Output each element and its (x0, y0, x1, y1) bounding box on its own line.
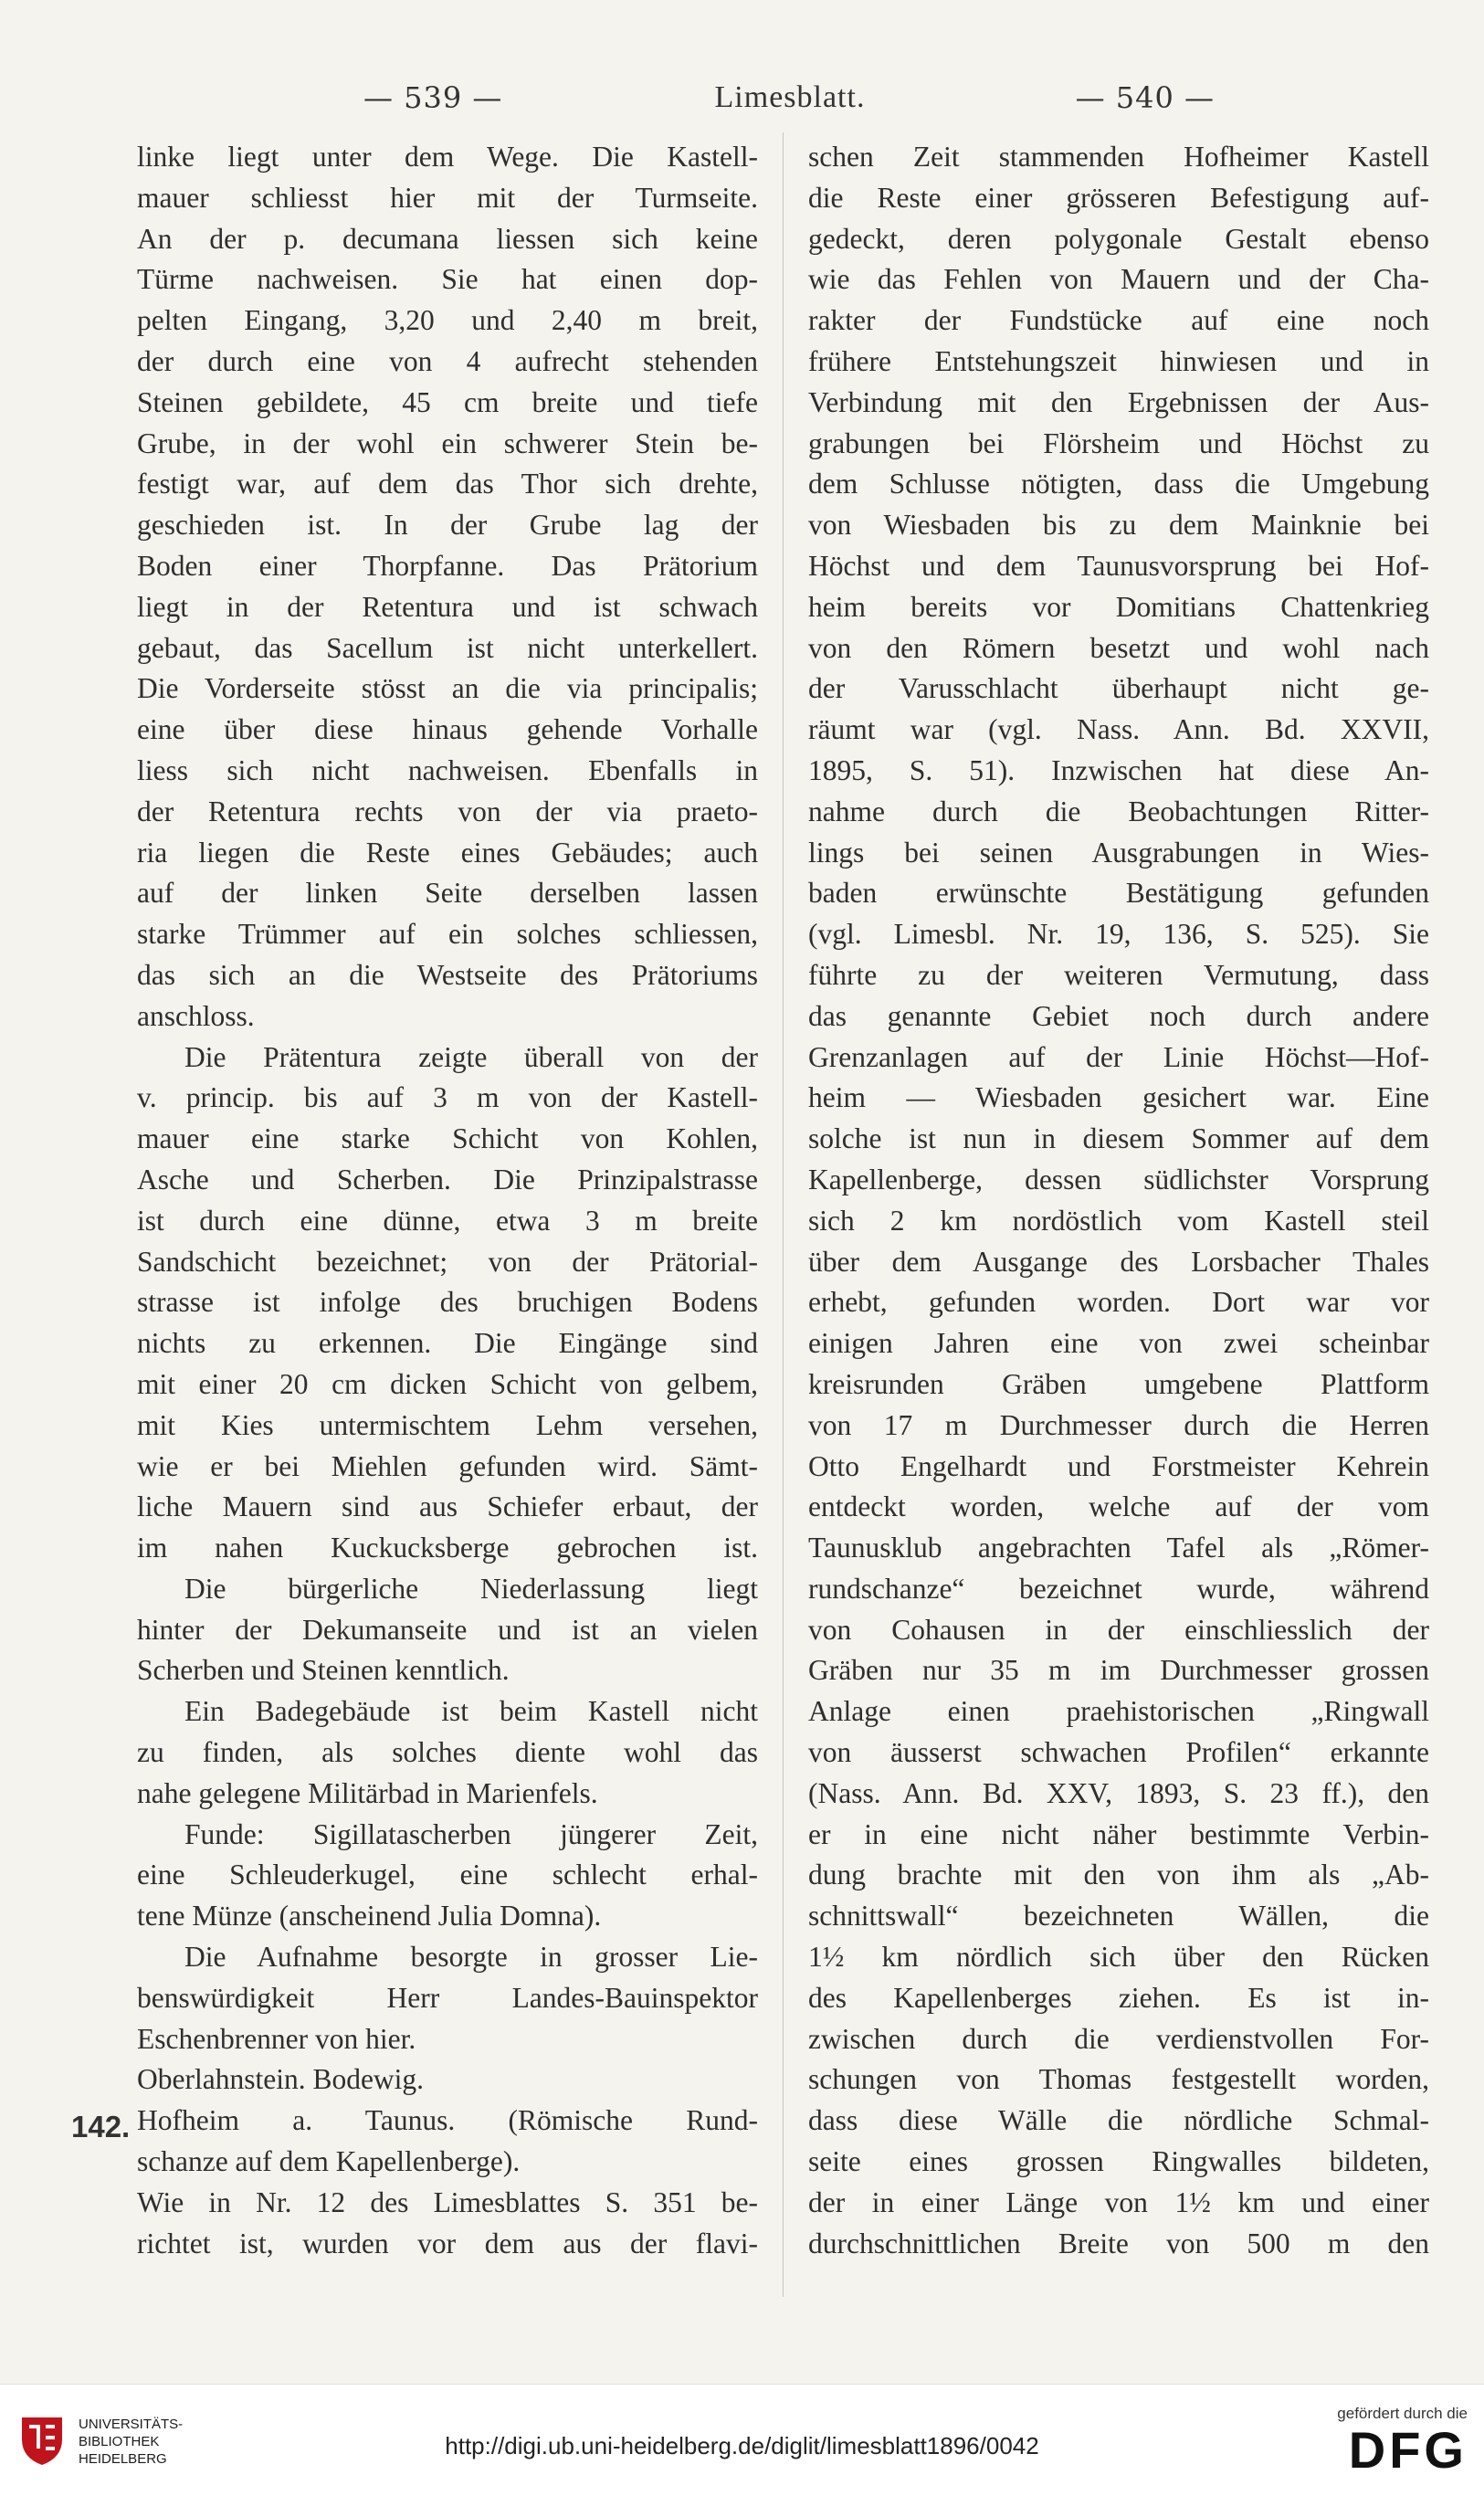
text-line: nahe gelegene Militärbad in Marienfels. (137, 1776, 598, 1809)
column-divider (783, 132, 784, 2297)
text-line: frühere Entstehungszeit hinwiesen und in (808, 344, 1429, 377)
entry-number: 142. (71, 2110, 131, 2143)
page-header (137, 73, 1443, 119)
text-line: festigt war, auf dem das Thor sich drehte, (137, 468, 758, 500)
text-line: er in eine nicht näher bestimmte Verbin- (808, 1817, 1429, 1850)
text-line: zwischen durch die verdienstvollen For- (808, 2022, 1429, 2055)
text-line: ist durch eine dünne, etwa 3 m breite (137, 1204, 758, 1237)
text-line: Ein Badegebäude ist beim Kastell nicht (184, 1695, 758, 1728)
text-line: sich 2 km nordöstlich vom Kastell steil (808, 1204, 1429, 1237)
text-line: Grube, in der wohl ein schwerer Stein be- (137, 427, 758, 459)
dfg-wordmark: DFG (1348, 2421, 1468, 2479)
text-line: pelten Eingang, 3,20 und 2,40 m breit, (137, 304, 758, 337)
text-line: rakter der Fundstücke auf eine noch (808, 304, 1429, 337)
text-line: von Wiesbaden bis zu dem Mainknie bei (808, 509, 1429, 542)
text-line: liess sich nicht nachweisen. Ebenfalls in (137, 753, 758, 786)
text-line: schanze auf dem Kapellenberge). (137, 2145, 521, 2178)
text-line: Kapellenberge, dessen südlichster Vorsprung (808, 1163, 1429, 1195)
journal-title: Limesblatt. (714, 80, 866, 114)
text-line: Wie in Nr. 12 des Limesblattes S. 351 be- (137, 2185, 758, 2218)
text-line: von Cohausen in der einschliesslich der (808, 1613, 1429, 1646)
text-line: liche Mauern sind aus Schiefer erbaut, der (137, 1490, 758, 1523)
text-line: Verbindung mit den Ergebnissen der Aus- (808, 385, 1429, 418)
text-line: nahme durch die Beobachtungen Ritter- (808, 795, 1429, 827)
text-line: von 17 m Durchmesser durch die Herren (808, 1408, 1429, 1441)
text-line: schen Zeit stammenden Hofheimer Kastell (808, 141, 1429, 173)
text-line: Boden einer Thorpfanne. Das Prätorium (137, 549, 758, 582)
text-line: von äusserst schwachen Profilen“ erkannte (808, 1736, 1429, 1769)
text-line: Die Prätentura zeigte überall von der (184, 1040, 758, 1073)
text-line: auf der linken Seite derselben lassen (137, 877, 758, 910)
text-line: der durch eine von 4 aufrecht stehenden (137, 344, 758, 377)
text-line: Türme nachweisen. Sie hat einen dop- (137, 263, 758, 296)
text-line: räumt war (vgl. Nass. Ann. Bd. XXVII, (808, 713, 1429, 746)
text-line: Die bürgerliche Niederlassung liegt (184, 1572, 758, 1605)
library-name-line: UNIVERSITÄTS- (79, 2417, 184, 2432)
text-line: der Retentura rechts von der via praeto- (137, 795, 758, 827)
text-line: das genannte Gebiet noch durch andere (808, 999, 1429, 1032)
text-line: anschloss. (137, 999, 255, 1032)
text-line: mauer schliesst hier mit der Turmseite. (137, 181, 758, 214)
text-line: Hofheim a. Taunus. (Römische Rund- (137, 2104, 758, 2137)
text-line: solche ist nun in diesem Sommer auf dem (808, 1122, 1429, 1155)
text-line: ria liegen die Reste eines Gebäudes; auch (137, 836, 758, 869)
text-line: zu finden, als solches diente wohl das (137, 1736, 758, 1769)
text-line: An der p. decumana liessen sich keine (137, 222, 758, 255)
text-line: Taunusklub angebrachten Tafel als „Römer- (808, 1532, 1429, 1564)
text-line: führte zu der weiteren Vermutung, dass (808, 958, 1429, 991)
text-line: der Varusschlacht überhaupt nicht ge- (808, 672, 1429, 705)
library-name-line: BIBLIOTHEK (79, 2434, 160, 2449)
dfg-logo (1303, 2405, 1468, 2487)
text-line: mit Kies untermischtem Lehm versehen, (137, 1408, 758, 1441)
text-line: Oberlahnstein. Bodewig. (137, 2063, 425, 2096)
text-line: schnittswall“ bezeichneten Wällen, die (808, 1900, 1429, 1933)
text-line: Höchst und dem Taunusvorsprung bei Hof- (808, 549, 1429, 582)
text-line: Funde: Sigillatascherben jüngerer Zeit, (184, 1817, 758, 1850)
text-line: Anlage einen praehistorischen „Ringwall (808, 1695, 1429, 1728)
text-line: linke liegt unter dem Wege. Die Kastell- (137, 141, 758, 173)
text-line: der in einer Länge von 1½ km und einer (808, 2185, 1429, 2218)
text-line: 1½ km nördlich sich über den Rücken (808, 1941, 1429, 1974)
text-line: benswürdigkeit Herr Landes-Bauinspektor (137, 1981, 758, 2014)
page-number-left: — 539 — (363, 80, 503, 115)
text-line: im nahen Kuckucksberge gebrochen ist. (137, 1532, 758, 1564)
text-line: (vgl. Limesbl. Nr. 19, 136, S. 525). Sie (808, 918, 1429, 951)
text-line: seite eines grossen Ringwalles bildeten, (808, 2145, 1429, 2178)
text-line: starke Trümmer auf ein solches schliessen, (137, 918, 758, 951)
text-line: baden erwünschte Bestätigung gefunden (808, 877, 1429, 910)
text-line: wie er bei Miehlen gefunden wird. Sämt- (137, 1449, 758, 1482)
text-line: des Kapellenberges ziehen. Es ist in- (808, 1981, 1429, 2014)
left-text-column (137, 137, 758, 2264)
permalink-url[interactable]: http://digi.ub.uni-heidelberg.de/diglit/limesblatt1896/0042 (445, 2432, 1039, 2459)
text-line: Die Aufnahme besorgte in grosser Lie- (184, 1941, 758, 1974)
text-line: liegt in der Retentura und ist schwach (137, 590, 758, 623)
footer-bar (0, 2384, 1484, 2496)
text-line: eine Schleuderkugel, eine schlecht erhal- (137, 1859, 758, 1891)
text-line: über dem Ausgange des Lorsbacher Thales (808, 1245, 1429, 1278)
text-line: mit einer 20 cm dicken Schicht von gelbem, (137, 1367, 758, 1400)
text-line: v. princip. bis auf 3 m von der Kastell- (137, 1081, 758, 1114)
text-line: dass diese Wälle die nördliche Schmal- (808, 2104, 1429, 2137)
text-line: gedeckt, deren polygonale Gestalt ebenso (808, 222, 1429, 255)
text-line: Scherben und Steinen kenntlich. (137, 1654, 510, 1687)
text-line: heim — Wiesbaden gesichert war. Eine (808, 1081, 1429, 1114)
text-line: 1895, S. 51). Inzwischen hat diese An- (808, 753, 1429, 786)
text-line: mauer eine starke Schicht von Kohlen, (137, 1122, 758, 1155)
text-line: gebaut, das Sacellum ist nicht unterkellert. (137, 631, 758, 664)
library-name-line: HEIDELBERG (79, 2451, 167, 2467)
text-line: entdeckt worden, welche auf der vom (808, 1490, 1429, 1523)
funded-by-label: gefördert durch die (1337, 2405, 1468, 2422)
text-line: Steinen gebildete, 45 cm breite und tiefe (137, 385, 758, 418)
right-text-column (808, 137, 1429, 2264)
text-line: strasse ist infolge des bruchigen Bodens (137, 1286, 758, 1319)
text-line: Die Vorderseite stösst an die via principalis; (137, 672, 758, 705)
text-line: erhebt, gefunden worden. Dort war vor (808, 1286, 1429, 1319)
text-line: Otto Engelhardt und Forstmeister Kehrein (808, 1449, 1429, 1482)
text-line: grabungen bei Flörsheim und Höchst zu (808, 427, 1429, 459)
text-line: rundschanze“ bezeichnet wurde, während (808, 1572, 1429, 1605)
text-line: hinter der Dekumanseite und ist an vielen (137, 1613, 758, 1646)
text-line: schungen von Thomas festgestellt worden, (808, 2063, 1429, 2096)
text-line: Grenzanlagen auf der Linie Höchst—Hof- (808, 1040, 1429, 1073)
text-line: geschieden ist. In der Grube lag der (137, 509, 758, 542)
text-line: Sandschicht bezeichnet; von der Prätorial- (137, 1245, 758, 1278)
text-line: Asche und Scherben. Die Prinzipalstrasse (137, 1163, 758, 1195)
text-line: lings bei seinen Ausgrabungen in Wies- (808, 836, 1429, 869)
text-line: dung brachte mit den von ihm als „Ab- (808, 1859, 1429, 1891)
text-line: kreisrunden Gräben umgebene Plattform (808, 1367, 1429, 1400)
text-line: das sich an die Westseite des Prätoriums (137, 958, 758, 991)
text-line: dem Schlusse nötigten, dass die Umgebung (808, 468, 1429, 500)
text-line: heim bereits vor Domitians Chattenkrieg (808, 590, 1429, 623)
page-number-right: — 540 — (1075, 80, 1215, 115)
text-line: (Nass. Ann. Bd. XXV, 1893, S. 23 ff.), den (808, 1776, 1429, 1809)
text-line: durchschnittlichen Breite von 500 m den (808, 2227, 1429, 2259)
text-line: richtet ist, wurden vor dem aus der flavi- (137, 2227, 758, 2259)
text-line: von den Römern besetzt und wohl nach (808, 631, 1429, 664)
text-line: die Reste einer grösseren Befestigung auf- (808, 181, 1429, 214)
text-line: Gräben nur 35 m im Durchmesser grossen (808, 1654, 1429, 1687)
text-line: eine über diese hinaus gehende Vorhalle (137, 713, 758, 746)
text-line: wie das Fehlen von Mauern und der Cha- (808, 263, 1429, 296)
text-line: tene Münze (anscheinend Julia Domna). (137, 1900, 602, 1933)
text-line: einigen Jahren eine von zwei scheinbar (808, 1327, 1429, 1360)
text-line: Eschenbrenner von hier. (137, 2022, 416, 2055)
text-line: nichts zu erkennen. Die Eingänge sind (137, 1327, 758, 1360)
